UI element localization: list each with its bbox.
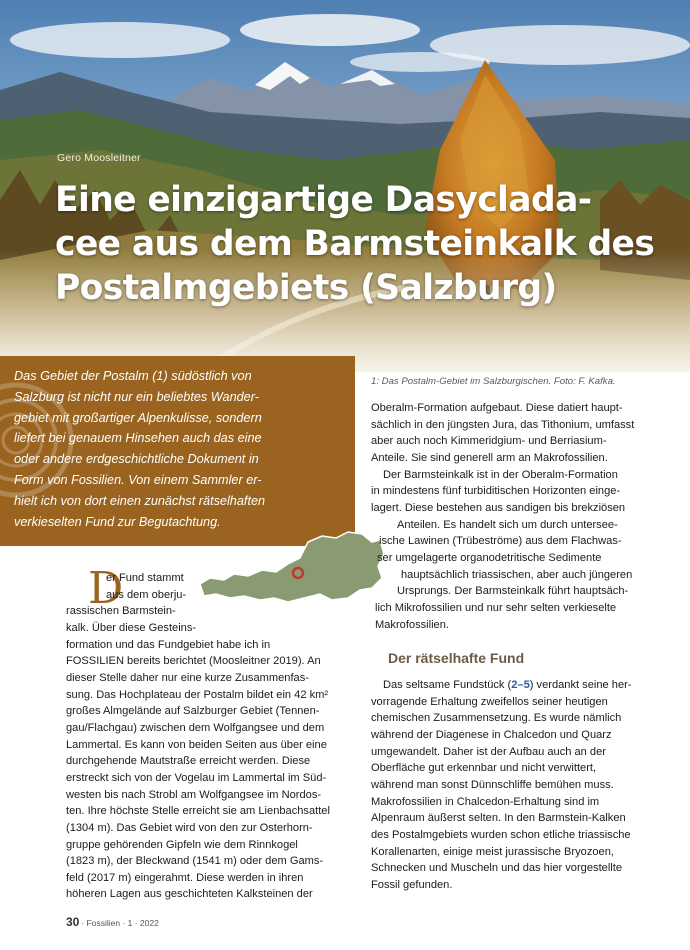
figure-reference-link[interactable]: 2–5: [511, 679, 530, 691]
body-line: während der Diagenese in Chalcedon und Quarz: [371, 728, 612, 741]
body-line: vorragende Erhaltung zweifellos seiner heutigen: [371, 695, 608, 708]
page-footer: [66, 913, 159, 931]
intro-text: [14, 366, 344, 532]
body-line: Alpenraum äußerst selten. In den Barmstein-Kalken: [371, 812, 626, 825]
intro-line: verkieselten Fund zur Begutachtung.: [14, 514, 221, 529]
dropcap: D: [88, 563, 124, 614]
title-line: Eine einzigartige Dasyclada-: [55, 180, 592, 220]
body-line: sung. Das Hochplateau der Postalm bildet ein 42 km²: [66, 688, 329, 701]
body-line: Anteilen. Es handelt sich um durch untersee-: [397, 518, 618, 531]
author-name: Gero Moosleitner: [57, 152, 141, 164]
body-line: Oberfläche gut erkennbar und nicht verwittert,: [371, 762, 597, 775]
body-line: höheren Lagen aus geschichteten Kalksteinen der: [66, 888, 313, 901]
intro-line: oder andere erdgeschichtliche Dokument in: [14, 452, 259, 467]
body-line: kalk. Über diese Gesteins-: [66, 621, 197, 634]
body-line: gau/Flachgau) zwischen dem Wolfgangsee und dem: [66, 721, 325, 734]
body-line: Fossil gefunden.: [371, 878, 453, 891]
intro-line: Das Gebiet der Postalm (1) südöstlich von: [14, 369, 252, 383]
body-line: formation und das Fundgebiet habe ich in: [66, 638, 271, 651]
body-line: Makrofossilien in Chalcedon-Erhaltung sind im: [371, 795, 600, 808]
left-column: [66, 570, 330, 903]
body-line: chemischen Zusammensetzung. Es wurde nämlich: [371, 712, 622, 725]
body-line: sächlich in den jüngsten Jura, das Tithonium, umfasst: [371, 418, 635, 431]
body-line: FOSSILIEN bereits berichtet (Moosleitner 2019). An: [66, 655, 321, 668]
ref-suffix: ) verdankt seine her-: [529, 679, 632, 691]
body-line: hauptsächlich triassischen, aber auch jüngeren: [401, 568, 633, 581]
body-line: (1823 m), der Bleckwand (1541 m) oder dem Gams-: [66, 855, 324, 868]
figure-caption: 1: Das Postalm-Gebiet im Salzburgischen. Foto: F. Kafka.: [371, 376, 616, 387]
body-line: feld (2017 m) eingerahmt. Diese werden in ihren: [66, 871, 304, 884]
intro-line: hielt ich von dort einen zunächst rätselhaften: [14, 493, 266, 508]
title-line: Postalmgebiets (Salzburg): [55, 268, 557, 308]
body-line: großes Almgelände auf Salzburger Gebiet (Tennen-: [66, 705, 320, 718]
body-line: aber auch noch Kimmeridgium- und Berriasium-: [371, 435, 607, 448]
body-line: dieser Stelle daher nur eine kurze Zusammenfas-: [66, 671, 309, 684]
body-line: lich Mikrofossilien und nur sehr selten verkieselte: [375, 601, 617, 614]
intro-line: Form von Fossilien. Von einem Sammler er-: [14, 472, 262, 487]
intro-line: liefert bei genauem Hinsehen auch das eine: [14, 431, 262, 446]
body-line: westen bis nach Strobl am Wolfgangsee im Nordos-: [66, 788, 322, 801]
right-column-section: [371, 677, 632, 894]
body-line: Makrofossilien.: [375, 618, 449, 631]
body-line: ser umgelagerte organodetritische Sedimente: [377, 551, 602, 564]
body-line: Korallenarten, einige meist jurassische Bryozoen,: [371, 845, 614, 858]
body-line: (1304 m). Das Gebiet wird von den zur Osterhorn-: [66, 821, 313, 834]
body-line: Schnecken und Muscheln und das hier vorgestellte: [371, 862, 622, 875]
page-number: 30: [66, 915, 80, 929]
body-line: erstreckt sich von der Vogelau im Lammertal im Süd-: [66, 771, 327, 784]
body-line: gruppe gehörenden Gipfeln wie dem Rinnkogel: [66, 838, 298, 851]
body-line: Ursprungs. Der Barmsteinkalk führt hauptsäch-: [397, 585, 629, 598]
title-line: cee aus dem Barmsteinkalk des: [55, 224, 655, 264]
body-line: umgewandelt. Daher ist der Aufbau auch an der: [371, 745, 606, 758]
intro-line: gebiet mit großartiger Alpenkulisse, sondern: [14, 410, 262, 425]
body-line: durchgehende Mautstraße erreicht werden. Diese: [66, 755, 311, 768]
ref-prefix: Das seltsame Fundstück (: [383, 679, 512, 691]
body-line: ten. Ihre höchste Stelle erreicht sie am Lienbachsattel: [66, 805, 330, 818]
body-line: er Fund stammt: [106, 572, 184, 584]
body-line: Oberalm-Formation aufgebaut. Diese datiert haupt-: [371, 402, 623, 414]
body-line: des Postalmgebiets wurden schon etliche triassische: [371, 828, 631, 841]
body-line: [371, 677, 632, 694]
body-line: lagert. Diese bestehen aus sandigen bis brekziösen: [371, 501, 626, 514]
body-line: in mindestens fünf turbiditischen Horizonten einge-: [371, 485, 621, 498]
right-column: [371, 400, 634, 633]
body-line: ische Lawinen (Trübeströme) aus dem Flachwas-: [379, 535, 622, 548]
body-line: Lammertal. Es kann von beiden Seiten aus über eine: [66, 738, 327, 751]
body-line: aus dem oberju-: [106, 588, 187, 601]
body-line: rassischen Barmstein-: [66, 605, 176, 618]
body-line: Der Barmsteinkalk ist in der Oberalm-Formation: [383, 468, 618, 481]
page-title: [55, 178, 655, 310]
intro-line: Salzburg ist nicht nur ein beliebtes Wander-: [14, 389, 259, 404]
journal-info: · Fossilien · 1 · 2022: [81, 918, 159, 928]
body-line: Anteile. Sie sind generell arm an Makrofossilien.: [371, 451, 608, 464]
section-heading: Der rätselhafte Fund: [388, 650, 525, 666]
intro-box: [0, 356, 355, 546]
body-line: während man sonst Dünnschliffe bemühen muss.: [371, 778, 614, 791]
